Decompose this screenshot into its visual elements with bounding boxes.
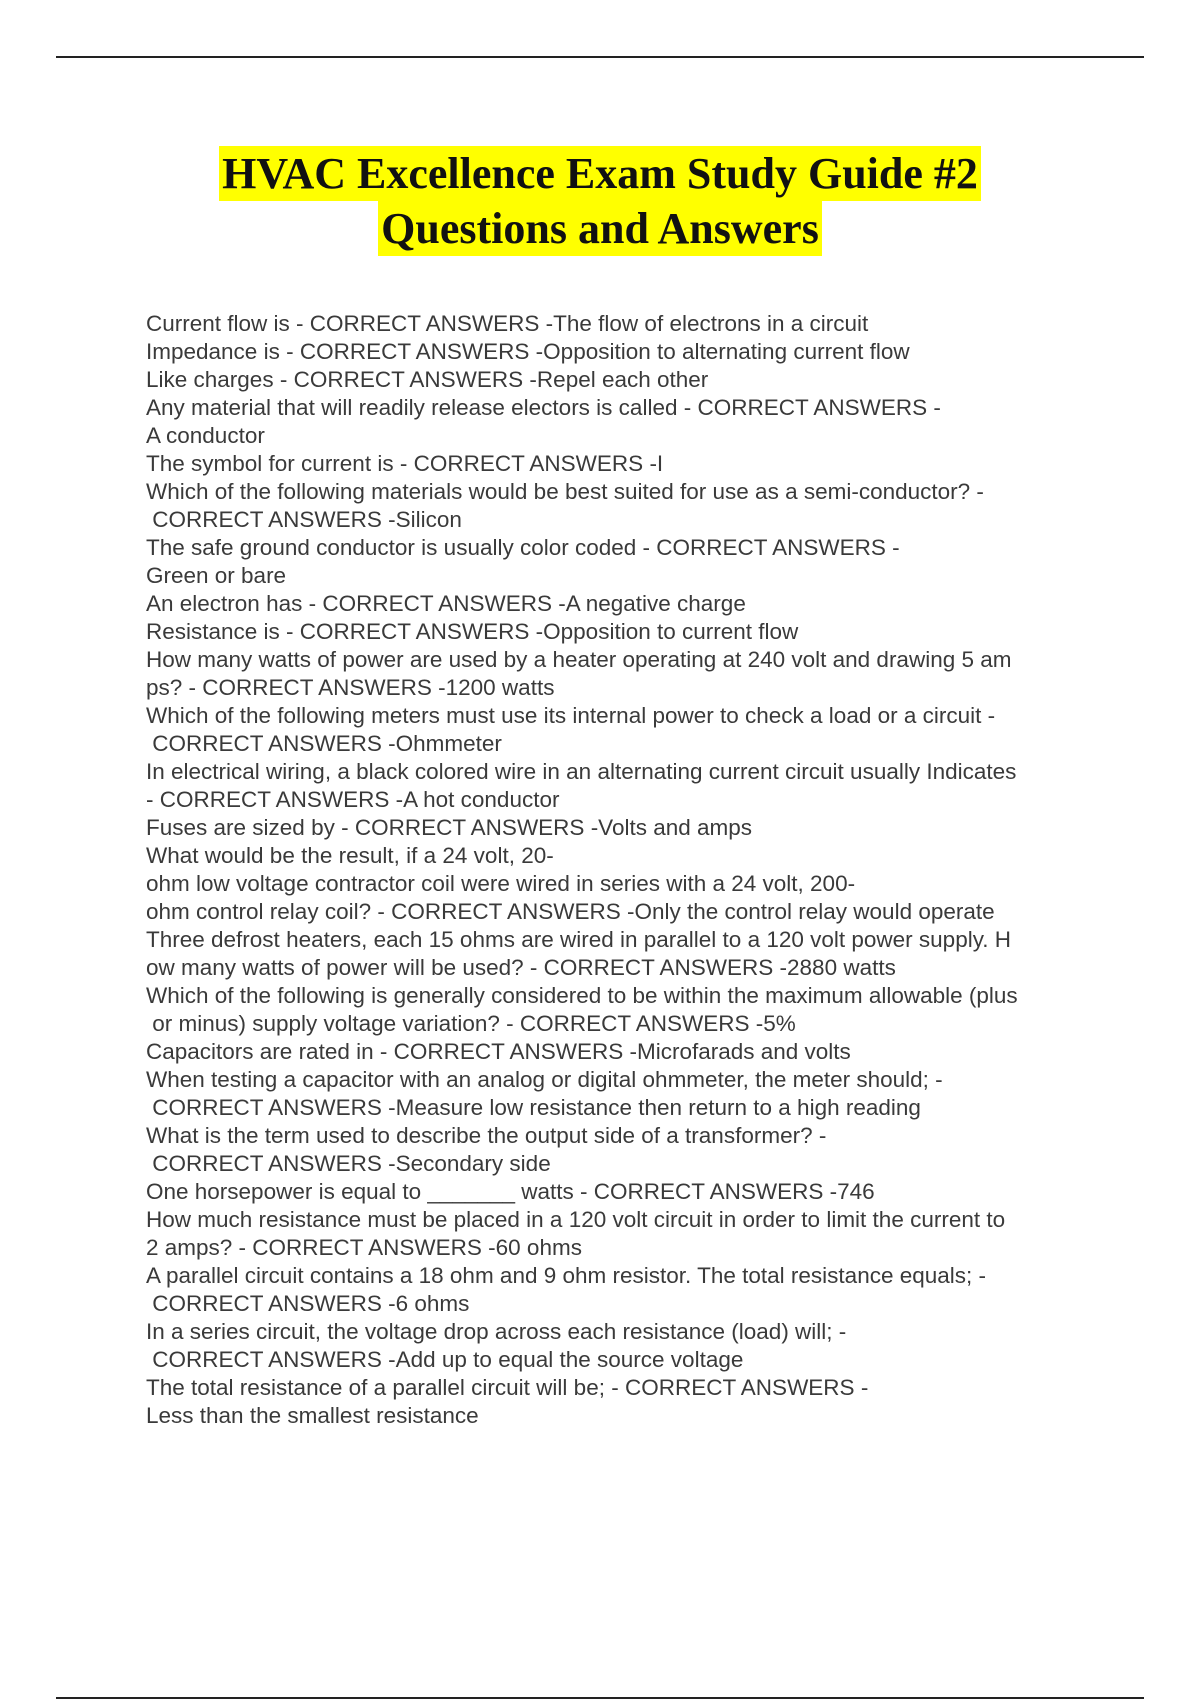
top-rule bbox=[56, 56, 1144, 58]
qa-line: The safe ground conductor is usually color coded - CORRECT ANSWERS - bbox=[146, 535, 900, 560]
qa-line: or minus) supply voltage variation? - CORRECT ANSWERS -5% bbox=[146, 1011, 796, 1036]
qa-line: Fuses are sized by - CORRECT ANSWERS -Volts and amps bbox=[146, 815, 753, 840]
qa-line: Which of the following meters must use its internal power to check a load or a circuit - bbox=[146, 703, 996, 728]
qa-line: In a series circuit, the voltage drop across each resistance (load) will; - bbox=[146, 1319, 847, 1344]
qa-line: Current flow is - CORRECT ANSWERS -The flow of electrons in a circuit bbox=[146, 311, 869, 336]
qa-line: An electron has - CORRECT ANSWERS -A negative charge bbox=[146, 591, 746, 616]
qa-line: CORRECT ANSWERS -Ohmmeter bbox=[146, 731, 502, 756]
qa-line: When testing a capacitor with an analog or digital ohmmeter, the meter should; - bbox=[146, 1067, 943, 1092]
qa-line: What is the term used to describe the output side of a transformer? - bbox=[146, 1123, 827, 1148]
qa-line: CORRECT ANSWERS -Add up to equal the source voltage bbox=[146, 1347, 744, 1372]
qa-line: Resistance is - CORRECT ANSWERS -Opposition to current flow bbox=[146, 619, 799, 644]
qa-line: CORRECT ANSWERS -Secondary side bbox=[146, 1151, 551, 1176]
qa-line: The symbol for current is - CORRECT ANSWERS -I bbox=[146, 451, 664, 476]
qa-content bbox=[146, 310, 1096, 1430]
qa-line: Which of the following materials would be best suited for use as a semi-conductor? - bbox=[146, 479, 984, 504]
qa-line: Three defrost heaters, each 15 ohms are wired in parallel to a 120 volt power supply. H bbox=[146, 927, 1012, 952]
qa-line: The total resistance of a parallel circuit will be; - CORRECT ANSWERS - bbox=[146, 1375, 869, 1400]
qa-line: ohm low voltage contractor coil were wired in series with a 24 volt, 200- bbox=[146, 871, 856, 896]
qa-line: - CORRECT ANSWERS -A hot conductor bbox=[146, 787, 560, 812]
qa-line: CORRECT ANSWERS -Measure low resistance then return to a high reading bbox=[146, 1095, 921, 1120]
qa-line: One horsepower is equal to _______ watts - CORRECT ANSWERS -746 bbox=[146, 1179, 875, 1204]
qa-line: Any material that will readily release electors is called - CORRECT ANSWERS - bbox=[146, 395, 941, 420]
qa-line: What would be the result, if a 24 volt, 20- bbox=[146, 843, 554, 868]
qa-line: CORRECT ANSWERS -6 ohms bbox=[146, 1291, 470, 1316]
title-line-1: HVAC Excellence Exam Study Guide #2 bbox=[219, 146, 981, 201]
qa-line: A conductor bbox=[146, 423, 265, 448]
qa-line: How many watts of power are used by a heater operating at 240 volt and drawing 5 am bbox=[146, 647, 1012, 672]
qa-line: In electrical wiring, a black colored wire in an alternating current circuit usually Indicates bbox=[146, 759, 1017, 784]
qa-line: ow many watts of power will be used? - CORRECT ANSWERS -2880 watts bbox=[146, 955, 896, 980]
document-title bbox=[0, 146, 1200, 256]
title-line-2: Questions and Answers bbox=[378, 201, 822, 256]
qa-line: How much resistance must be placed in a 120 volt circuit in order to limit the current to bbox=[146, 1207, 1006, 1232]
qa-line: 2 amps? - CORRECT ANSWERS -60 ohms bbox=[146, 1235, 582, 1260]
qa-line: A parallel circuit contains a 18 ohm and 9 ohm resistor. The total resistance equals; - bbox=[146, 1263, 987, 1288]
qa-line: Green or bare bbox=[146, 563, 287, 588]
bottom-rule bbox=[56, 1697, 1144, 1699]
qa-line: ohm control relay coil? - CORRECT ANSWERS -Only the control relay would operate bbox=[146, 899, 995, 924]
qa-line: Less than the smallest resistance bbox=[146, 1403, 479, 1428]
qa-line: Capacitors are rated in - CORRECT ANSWERS -Microfarads and volts bbox=[146, 1039, 851, 1064]
qa-line: Which of the following is generally considered to be within the maximum allowable (plus bbox=[146, 983, 1018, 1008]
qa-line: Like charges - CORRECT ANSWERS -Repel each other bbox=[146, 367, 709, 392]
qa-line: CORRECT ANSWERS -Silicon bbox=[146, 507, 462, 532]
qa-line: Impedance is - CORRECT ANSWERS -Opposition to alternating current flow bbox=[146, 339, 910, 364]
qa-line: ps? - CORRECT ANSWERS -1200 watts bbox=[146, 675, 555, 700]
